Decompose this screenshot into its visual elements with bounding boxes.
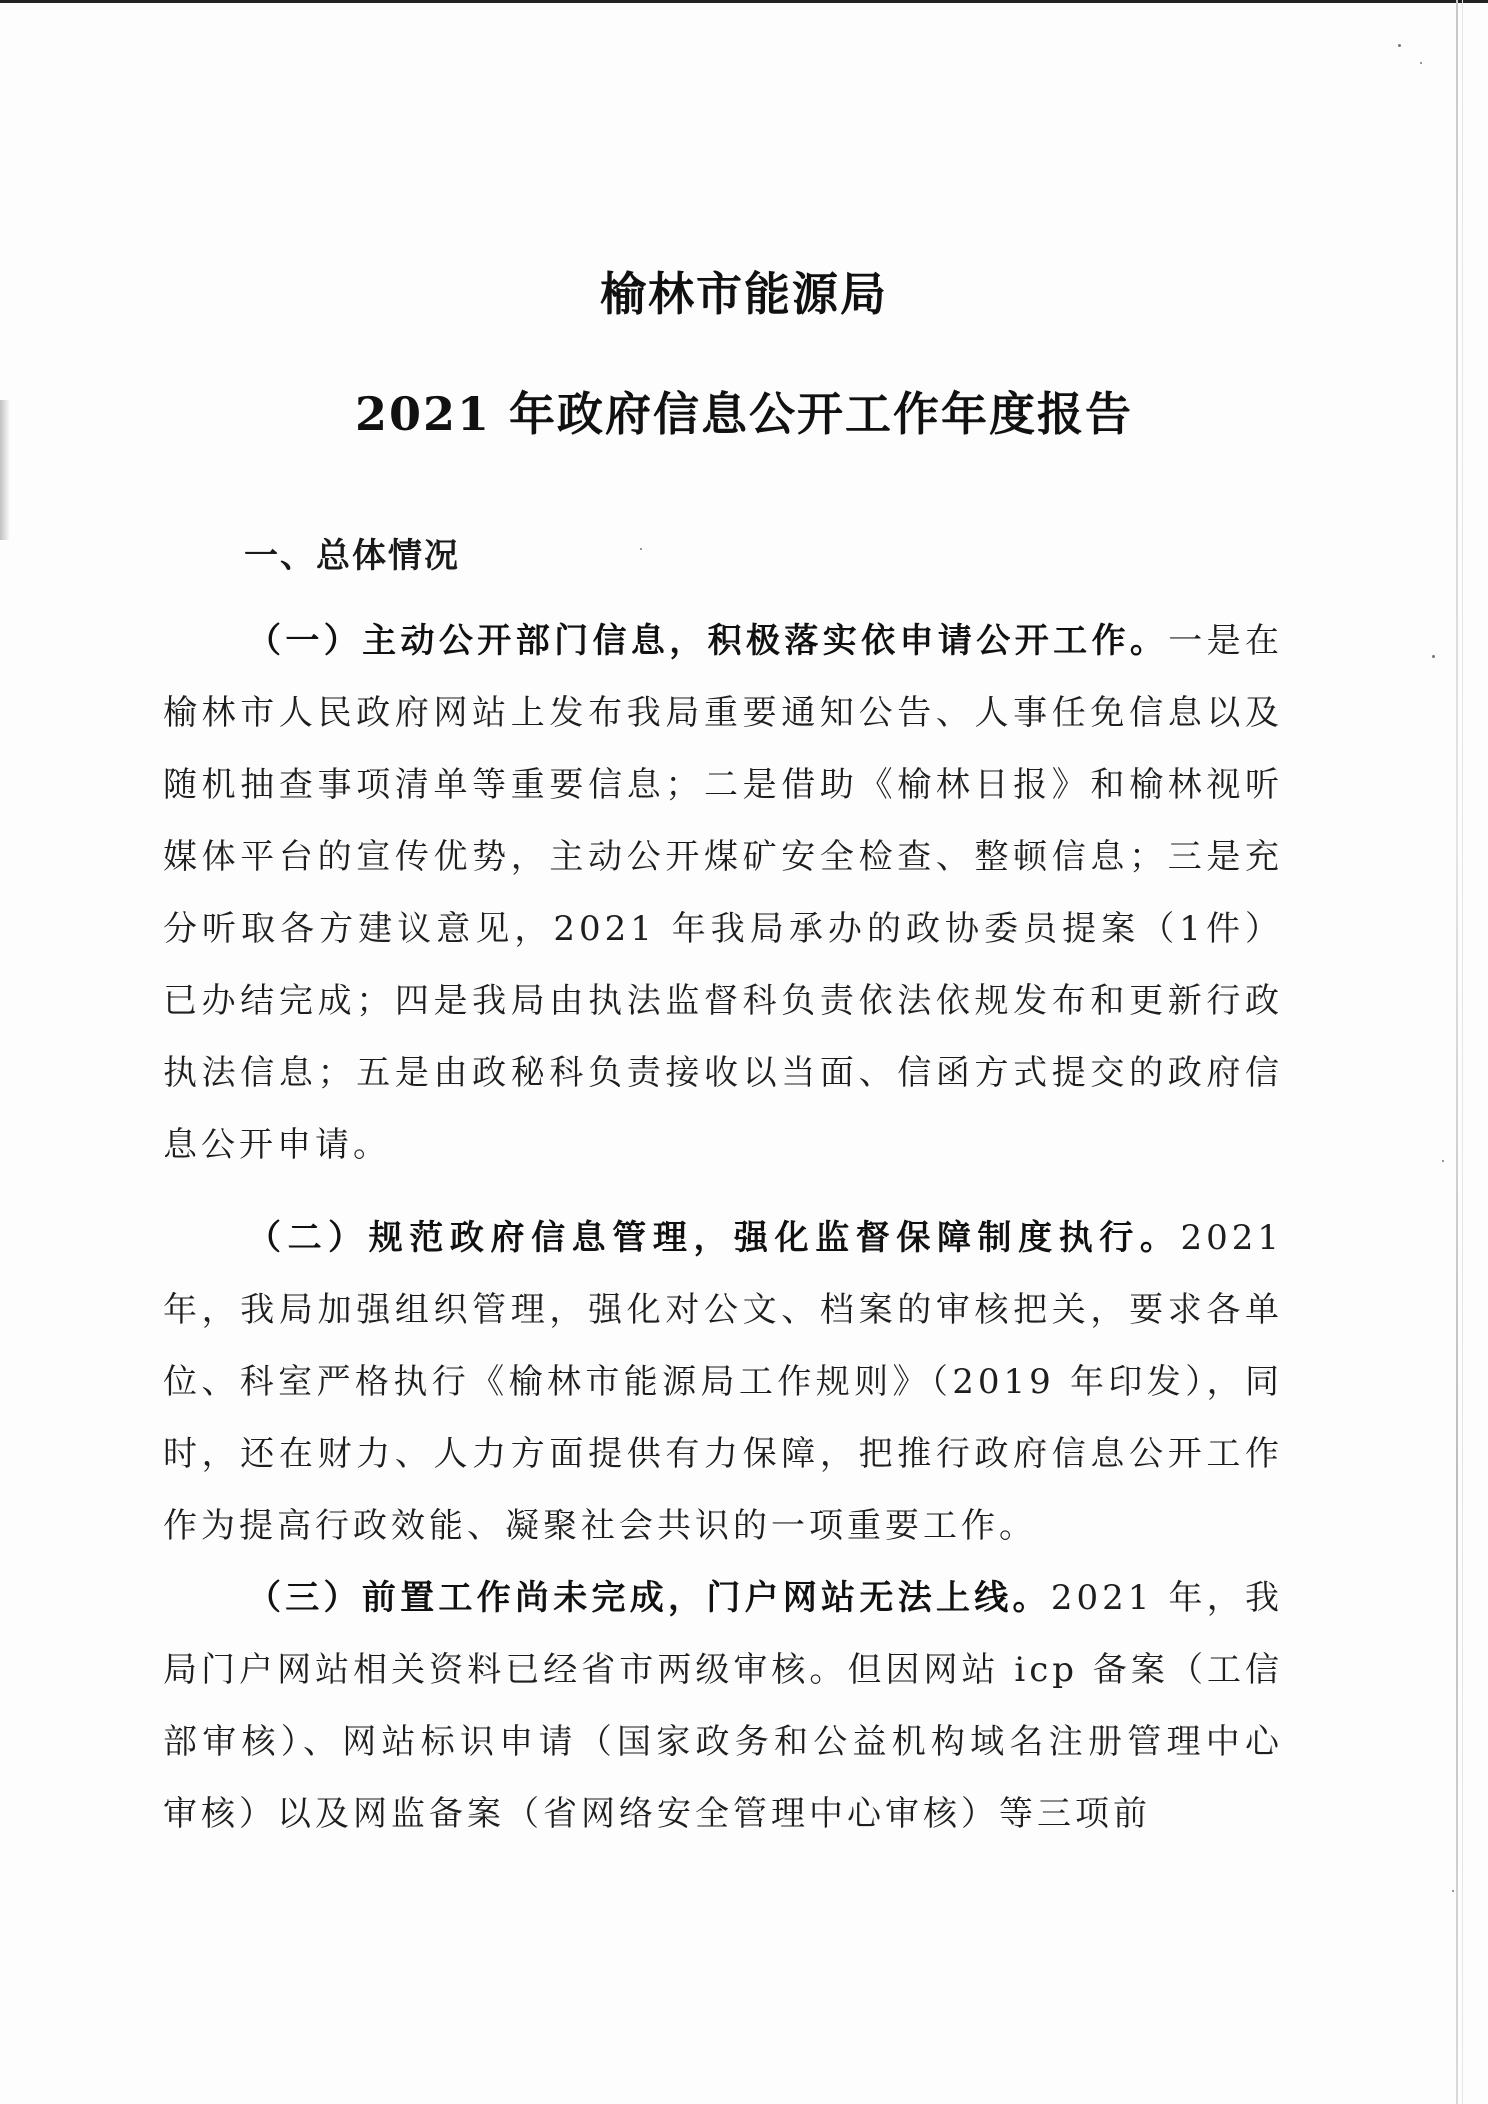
document-subtitle: 2021 年政府信息公开工作年度报告: [354, 387, 1134, 441]
paragraph-1: [163, 605, 1283, 1181]
scan-speck: [1420, 62, 1422, 64]
paragraph-3-body: 2021 年，我局门户网站相关资料已经省市两级审核。但因网站 icp 备案（工信部审核）、网站标识申请（国家政务和公益机构域名注册管理中心审核）以及网监备案（省网络安全管理中心审核）等三项前: [163, 1578, 1283, 1834]
scan-speck: [1452, 1890, 1454, 1892]
document-title: 榆林市能源局: [600, 267, 888, 321]
paragraph-1-body: 一是在榆林市人民政府网站上发布我局重要通知公告、人事任免信息以及随机抽查事项清单等重要信息；二是借助《榆林日报》和榆林视听媒体平台的宣传优势，主动公开煤矿安全检查、整顿信息；三是充分听取各方建议意见，2021 年我局承办的政协委员提案（1件）已办结完成；四是我局由执法监督科负责依法依规发布和更新行政执法信息；五是由政秘科负责接收以当面、信函方式提交的政府信息公开申请。: [163, 621, 1284, 1165]
paragraph-3: [163, 1562, 1283, 1850]
scan-speck: [1442, 1160, 1444, 1162]
section-heading: 一、总体情况: [244, 536, 460, 576]
paragraph-2: [163, 1202, 1283, 1562]
page-top-edge: [0, 0, 1488, 3]
scan-speck: [640, 548, 642, 550]
paragraph-1-lead: （一）主动公开部门信息，积极落实依申请公开工作。: [247, 621, 1169, 661]
paragraph-3-lead: （三）前置工作尚未完成，门户网站无法上线。: [247, 1578, 1051, 1618]
scan-speck: [1398, 44, 1401, 47]
scan-speck: [1432, 655, 1435, 658]
paragraph-2-lead: （二）规范政府信息管理，强化监督保障制度执行。: [247, 1218, 1181, 1258]
paragraph-2-body: 2021 年，我局加强组织管理，强化对公文、档案的审核把关，要求各单位、科室严格执行《榆林市能源局工作规则》（2019 年印发），同时，还在财力、人力方面提供有力保障，把推行政府信息公开工作作为提高行政效能、凝聚社会共识的一项重要工作。: [163, 1218, 1283, 1546]
